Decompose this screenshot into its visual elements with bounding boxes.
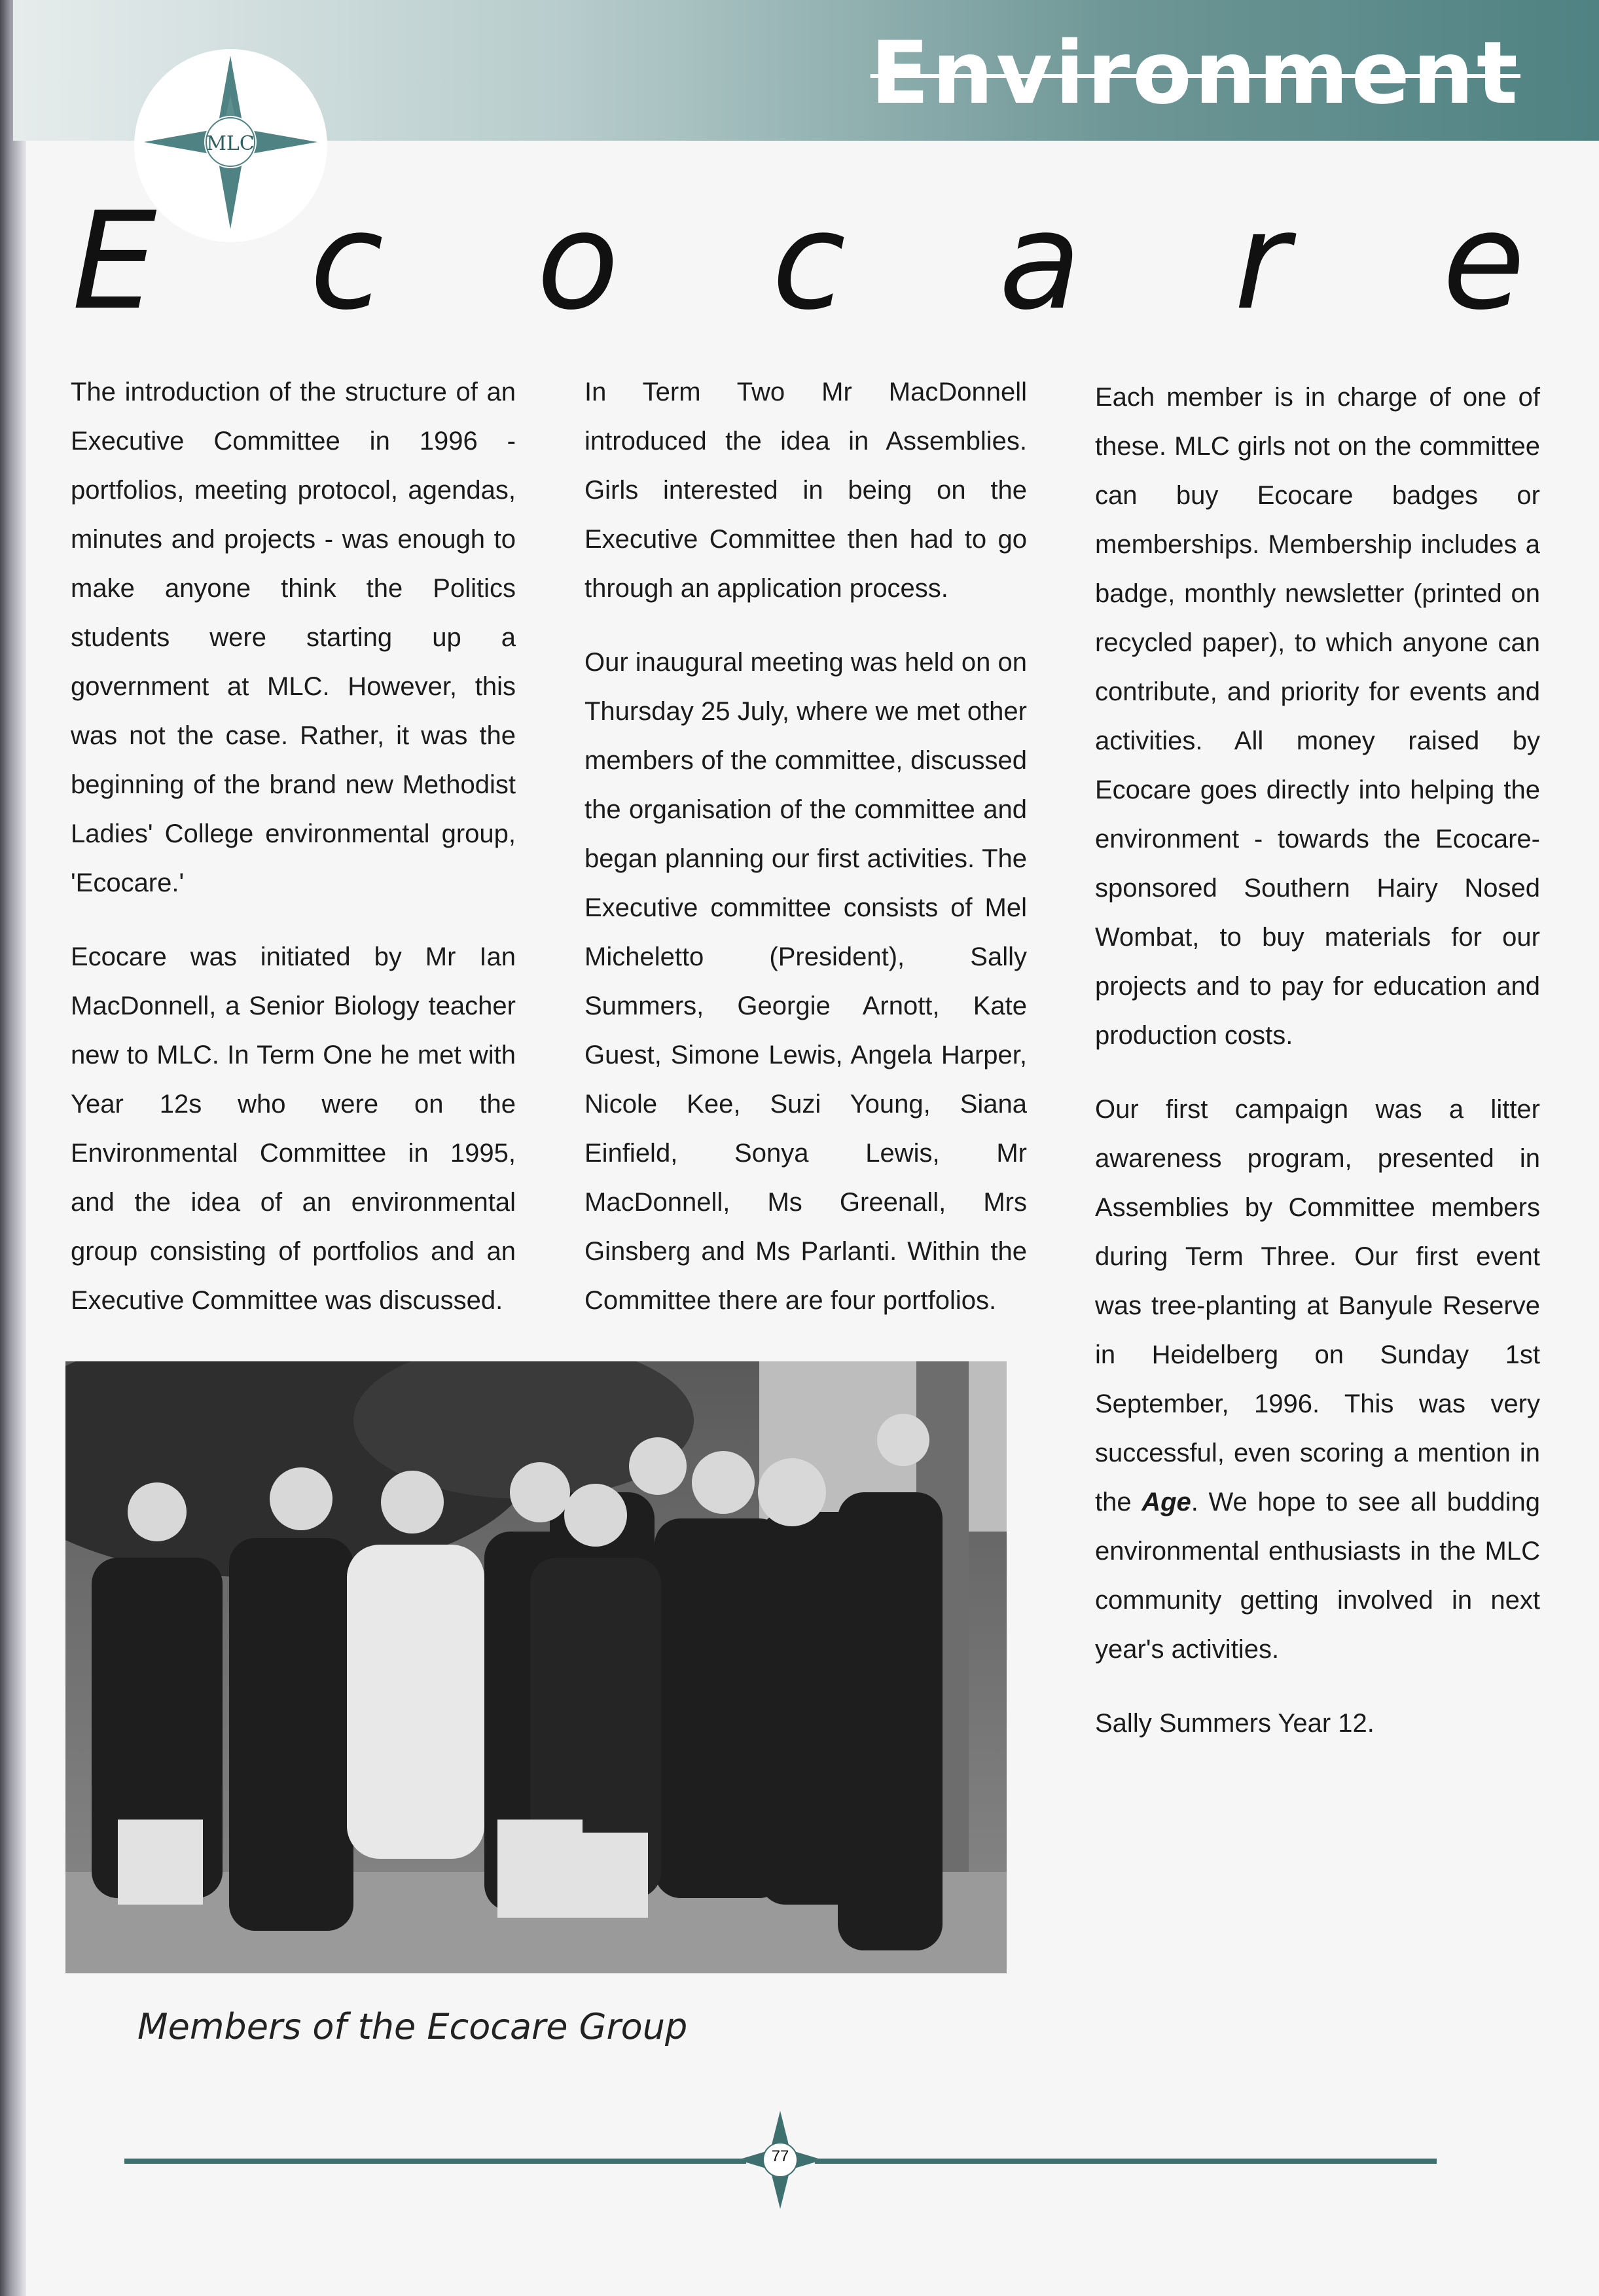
title-letter: c <box>310 183 384 340</box>
footer-rule-left <box>124 2159 746 2164</box>
author-signature: Sally Summers Year 12. <box>1095 1709 1374 1738</box>
page-number: 77 <box>771 2147 789 2165</box>
footer-rule-right <box>815 2159 1437 2164</box>
title-letter: c <box>772 183 846 340</box>
text-column-3 <box>1095 373 1540 1773</box>
paragraph-text: . We hope to see all budding environmental enthusiasts in the MLC community getting involved in next year's activities. <box>1095 1488 1541 1664</box>
title-letter: e <box>1442 183 1525 340</box>
article-title <box>72 183 1525 340</box>
paragraph <box>1095 1085 1540 1674</box>
paragraph-text: Our first campaign was a litter awareness program, presented in Assemblies by Committee members during Term Three. Our first event was tree-planting at Banyule Reserve in Heidelberg on Sunday 1st September, 1996. This was very successful, even scoring a mention in the <box>1095 1095 1540 1516</box>
logo-text: MLC <box>206 132 255 155</box>
text-column-1 <box>71 368 516 1350</box>
title-letter: a <box>999 183 1081 340</box>
text-column-2 <box>584 368 1027 1350</box>
paragraph: Ecocare was initiated by Mr Ian MacDonnell, a Senior Biology teacher new to MLC. In Term One he met with Year 12s who were on the Environmental Committee in 1995, and the idea of an environmental group consisting of portfolios and an Executive Committee was discussed. <box>71 942 516 1315</box>
title-letter: o <box>537 183 619 340</box>
title-letter: r <box>1234 183 1289 340</box>
photo-caption: Members of the Ecocare Group <box>137 2006 688 2047</box>
section-title: Environment <box>870 23 1520 124</box>
paragraph: Our inaugural meeting was held on on Thursday 25 July, where we met other members of the committee, discussed the organisation of the committee and began planning our first activities. The Executive committee consists of Mel Micheletto (President), Sally Summers, Georgie Arnott, Kate Guest, Simone Lewis, Angela Harper, Nicole Kee, Suzi Young, Siana Einfield, Sonya Lewis, Mr MacDonnell, Ms Greenall, Mrs Ginsberg and Ms Parlanti. Within the Committee there are four portfolios. <box>584 648 1027 1315</box>
paragraph: The introduction of the structure of an Executive Committee in 1996 - portfolios, meeting protocol, agendas, minutes and projects - was enough to make anyone think the Politics students were starting up a government at MLC. However, this was not the case. Rather, it was the beginning of the brand new Methodist Ladies' College environmental group, 'Ecocare.' <box>71 378 516 897</box>
page-binding-shadow <box>0 0 26 2296</box>
paragraph: In Term Two Mr MacDonnell introduced the idea in Assemblies. Girls interested in being on the Executive Committee then had to go through an application process. <box>584 378 1027 603</box>
title-letter: E <box>72 183 157 340</box>
group-photo <box>65 1361 1007 1973</box>
newspaper-name: Age <box>1141 1488 1191 1516</box>
paragraph: Each member is in charge of one of these. MLC girls not on the committee can buy Ecocare badges or memberships. Membership includes a badge, monthly newsletter (printed on recycled paper), to which anyone can contribute, and priority for events and activities. All money raised by Ecocare goes directly into helping the environment - towards the Ecocare-sponsored Southern Hairy Nosed Wombat, to buy materials for our projects and to pay for education and production costs. <box>1095 383 1540 1050</box>
